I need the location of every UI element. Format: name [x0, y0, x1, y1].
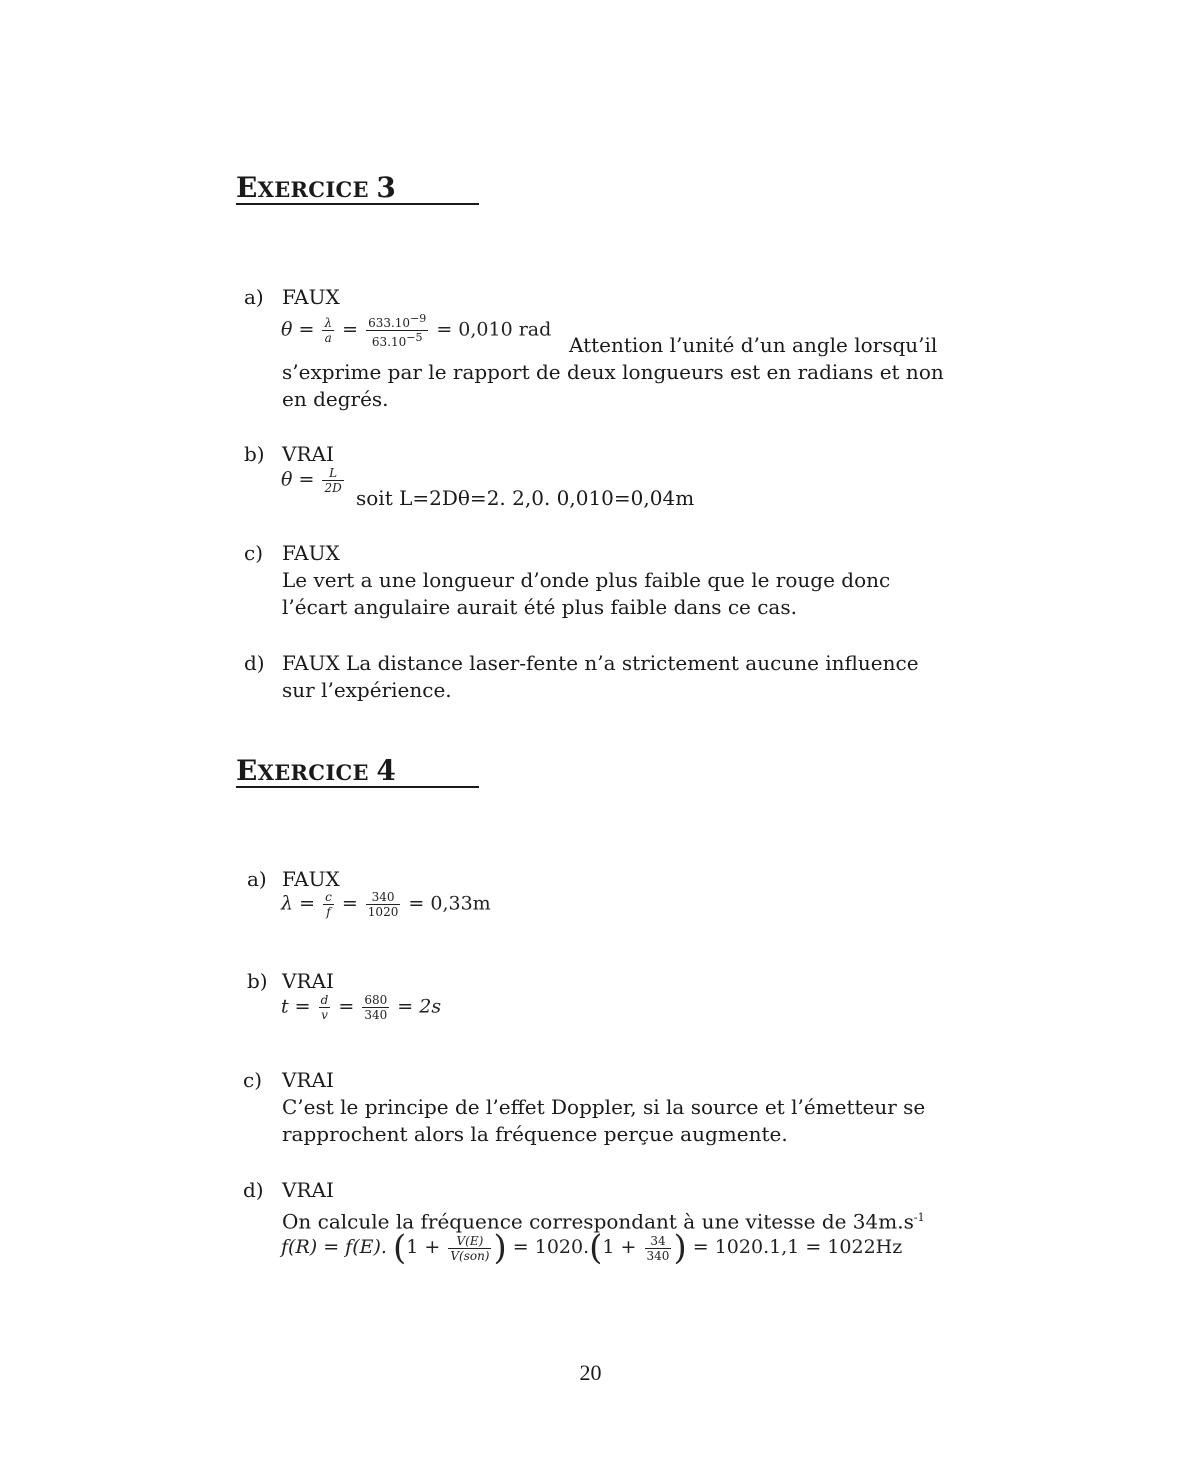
ex4-a-label: a)	[247, 867, 267, 891]
ex3-d-label: d)	[244, 651, 265, 675]
ex4-a-verdict: FAUX	[282, 867, 340, 891]
ex4-c-label: c)	[243, 1068, 263, 1092]
ex3-b-label: b)	[244, 442, 265, 466]
ex4-b-formula: t = $\frac{d}{v}$ = $\frac{680}{340}$ = 2s	[281, 993, 442, 1022]
ex4-d-label: d)	[243, 1178, 264, 1202]
page-number: 20	[579, 1360, 602, 1385]
ex3-a-note-inline: Attention l’unité d’un angle lorsqu’il	[569, 333, 938, 357]
ex3-c-text: Le vert a une longueur d’onde plus faible que le rouge donc l’écart angulaire aurait été plus faible dans ce cas.	[282, 568, 891, 619]
ex4-c-verdict: VRAI	[282, 1068, 334, 1092]
ex4-d-verdict: VRAI	[282, 1178, 334, 1202]
ex4-a-formula: λ = $\frac{c}{f}$ = $\frac{340}{1020}$ = 0,33m	[281, 890, 491, 919]
ex4-c-text: C’est le principe de l’effet Doppler, si la source et l’émetteur se rapprochent alors la fréquence perçue augmente.	[282, 1095, 926, 1146]
ex4-d-text: On calcule la fréquence correspondant à une vitesse de $34m.s^{-1}$	[282, 1209, 925, 1234]
ex3-c-verdict: FAUX	[282, 541, 340, 565]
exercise-3-heading: EXERCICE 3	[236, 173, 479, 205]
ex3-b-formula: θ = $\frac{L}{2D}$	[281, 466, 342, 495]
ex4-b-label: b)	[247, 969, 268, 993]
ex3-a-formula: θ = $\frac{\lambda}{a}$ = $\frac{633.10^{-9}}{63.10^{-5}}$ = 0,010 rad	[281, 312, 552, 349]
ex3-a-note: s’exprime par le rapport de deux longueurs est en radians et non en degrés.	[282, 360, 944, 411]
ex3-b-verdict: VRAI	[282, 442, 334, 466]
exercise-4-heading: EXERCICE 4	[236, 756, 479, 788]
ex3-c-label: c)	[244, 541, 264, 565]
ex4-b-verdict: VRAI	[282, 969, 334, 993]
ex3-a-verdict: FAUX	[282, 285, 340, 309]
ex3-a-label: a)	[244, 285, 264, 309]
ex3-d-text: FAUX La distance laser-fente n’a strictement aucune influence sur l’expérience.	[282, 651, 919, 702]
ex4-d-formula: f(R) = f(E). (1 + $\frac{V(E)}{\text{V(son)}}$ ) = 1020.(1 + $\frac{34}{340}$ ) = 1020.1,1 = 1022Hz	[281, 1228, 903, 1268]
ex3-b-text: soit L=2Dθ=2. 2,0. 0,010=0,04m	[356, 486, 695, 510]
